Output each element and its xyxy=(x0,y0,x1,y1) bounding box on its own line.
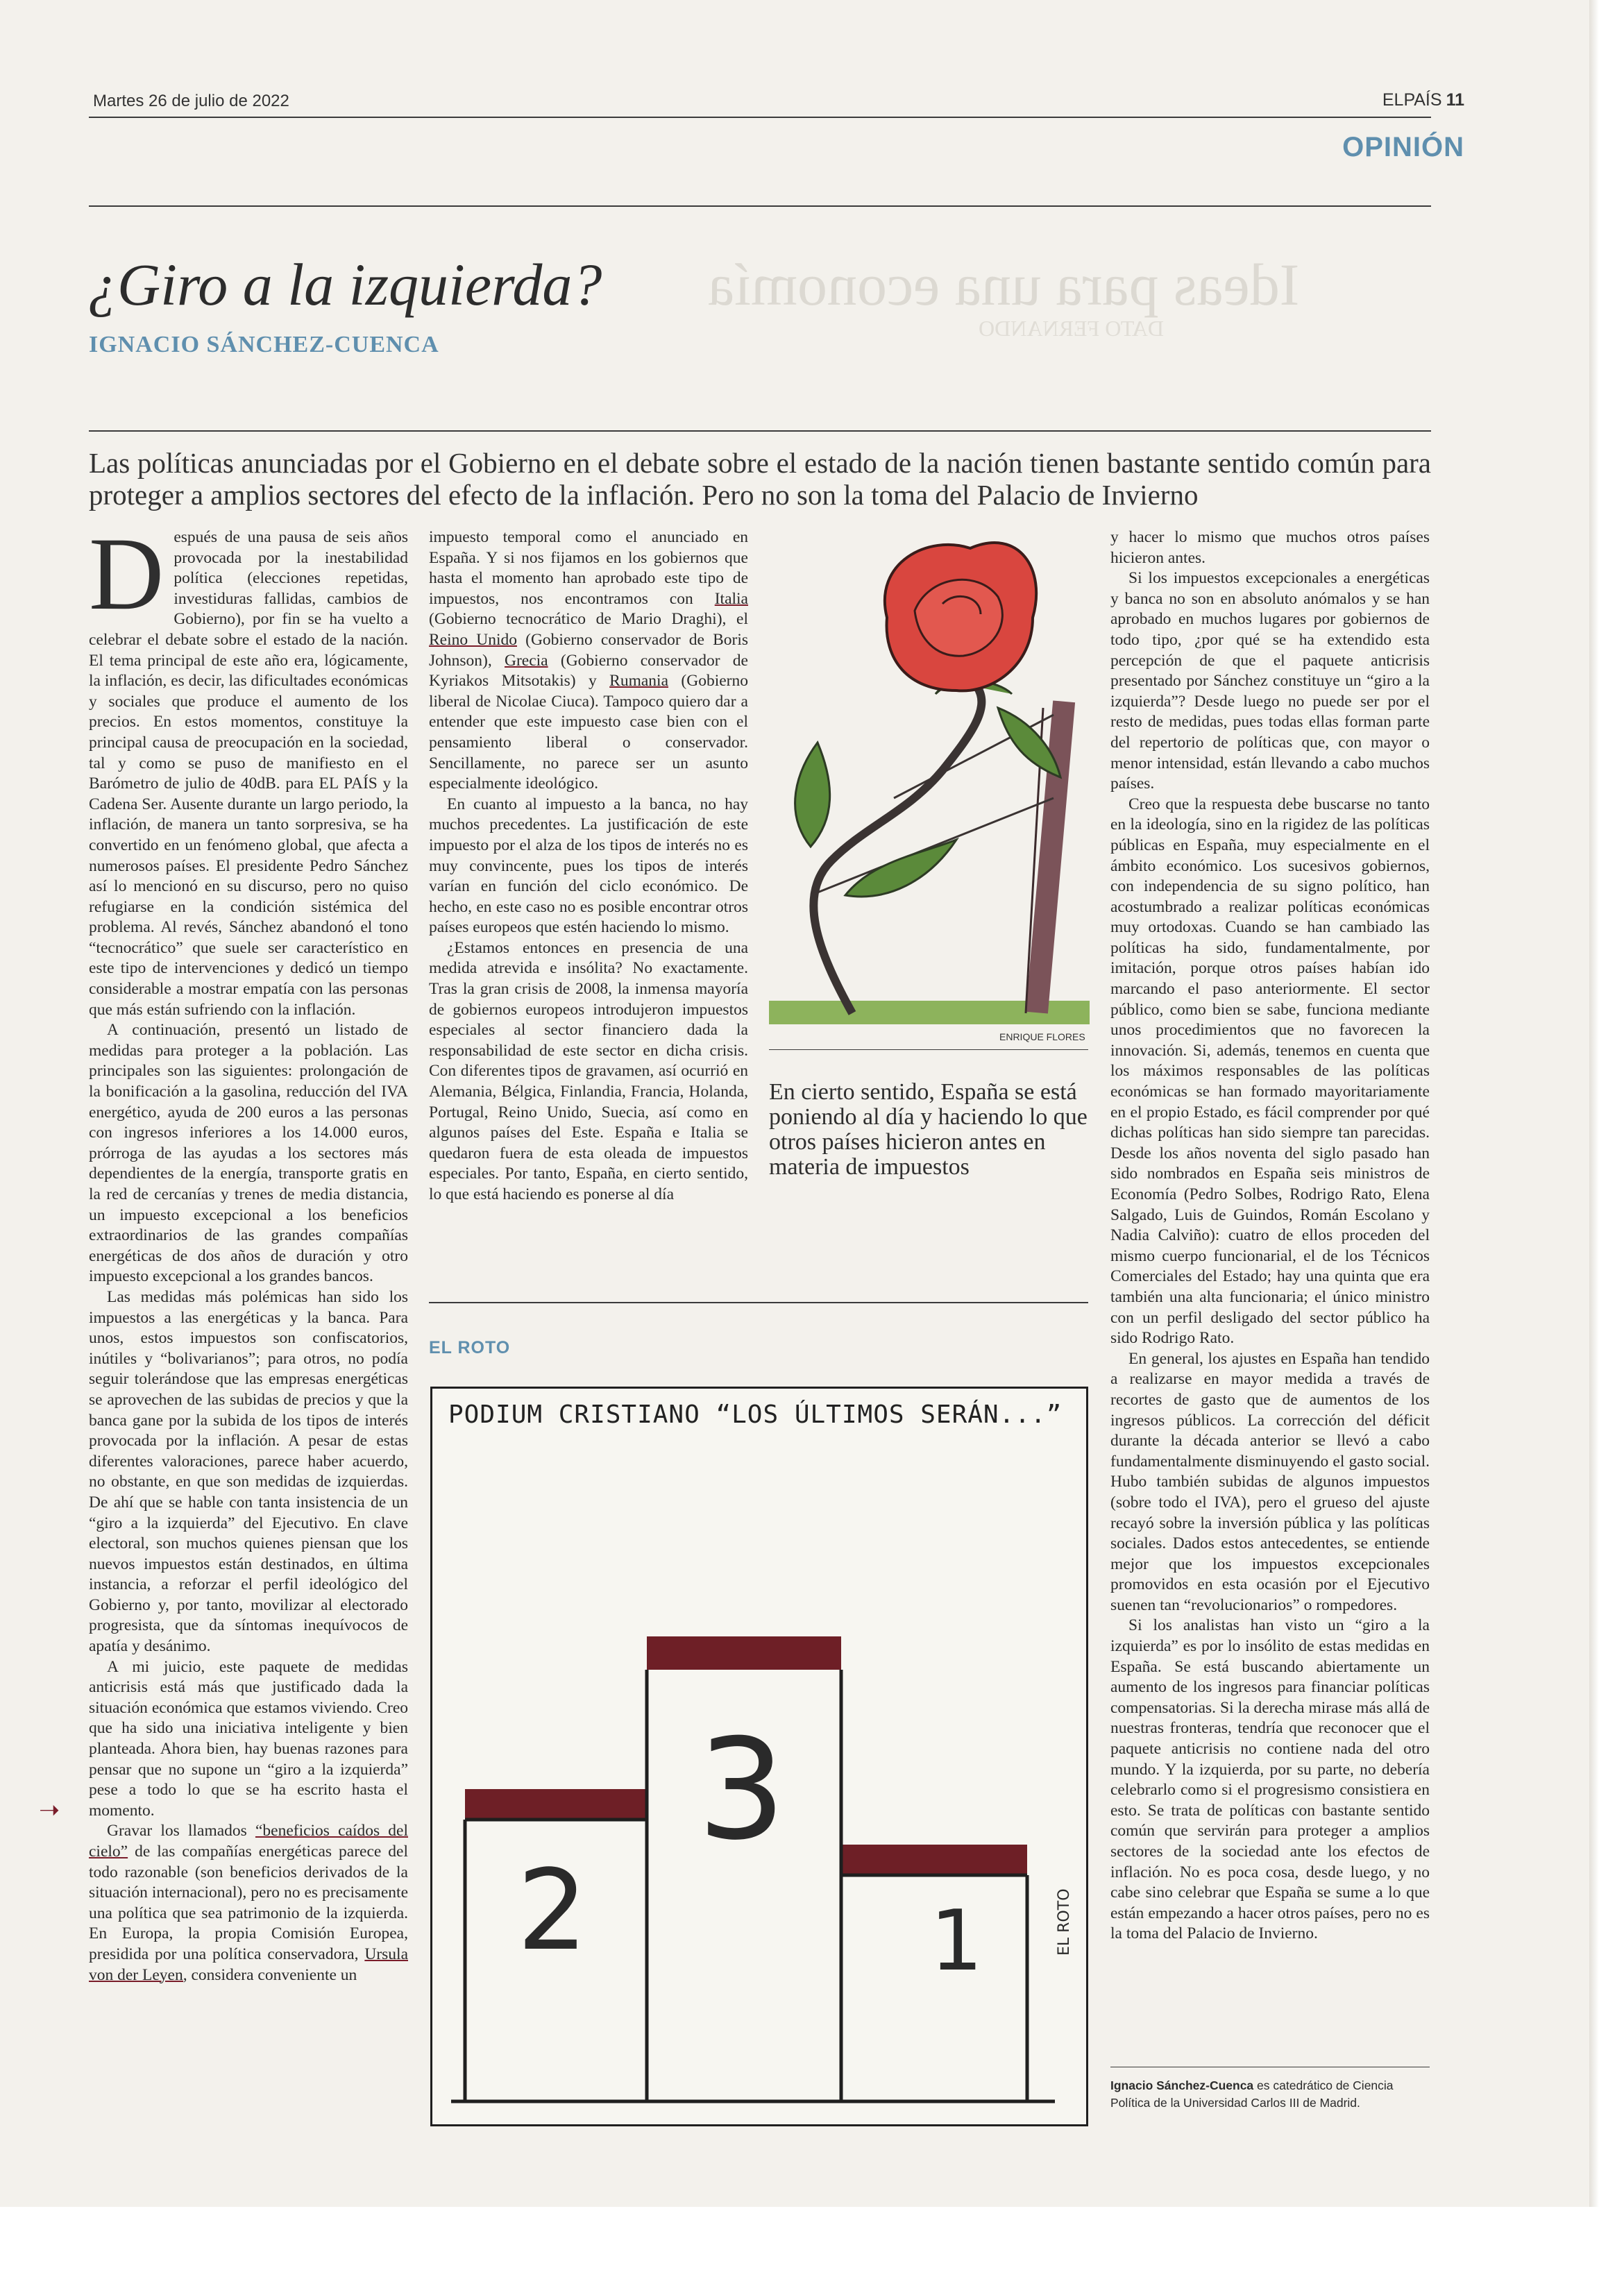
cartoonist-signature: EL ROTO xyxy=(1056,1888,1073,1956)
paragraph-text: (Gobierno liberal de Nicolae Ciuca). Tampoco quiero dar a entender que este impuesto case bien con el pensamiento liberal o conservador. Sencillamente, no parece ser un asunto especialmente ideológico. xyxy=(429,672,748,793)
column-1 xyxy=(89,516,408,1985)
paragraph-text: (Gobierno tecnocrático de Mario Draghi), el xyxy=(429,610,748,629)
paragraph xyxy=(89,1821,408,1985)
page-number: 11 xyxy=(1446,90,1464,110)
podium-top-center xyxy=(647,1636,841,1670)
paragraph-text: (Gobierno conservador de Boris Johnson), xyxy=(429,630,748,670)
rose-leaf xyxy=(845,840,956,897)
cartoon-caption: PODIUM CRISTIANO “LOS ÚLTIMOS SERÁN...” xyxy=(448,1400,1063,1429)
masthead-paper xyxy=(1382,90,1464,110)
standfirst-rule xyxy=(89,430,1431,432)
rose-leaf xyxy=(795,743,830,847)
show-through-text: Ideas para una economía xyxy=(708,251,1300,318)
credit-rule xyxy=(769,1049,1088,1050)
podium-top-left xyxy=(465,1789,647,1820)
cartoon-rule xyxy=(429,1302,1088,1303)
bio-text: es catedrático de Ciencia Política de la Universidad Carlos III de Madrid. xyxy=(1110,2078,1394,2110)
paragraph: Si los impuestos excepcionales a energéticas y banca no son en absoluto anómalos y se han aprobado en muchos lugares por gobiernos de todo tipo, ¿por qué se ha extendido esta percepción de que el paquete anticrisis presentado por Sánchez constituye un “giro a la izquierda”? Desde luego no puede ser por el resto de medidas, pues todas ellas forman parte del repertorio de políticas que, con mayor o menor intensidad, están llevando a cabo muchos países. xyxy=(1110,569,1430,793)
drop-cap: D xyxy=(89,516,164,632)
bio-name: Ignacio Sánchez-Cuenca xyxy=(1110,2078,1254,2092)
underlined-name: Ursula von der Leyen, xyxy=(89,1945,408,1984)
underlined-country: Rumania xyxy=(609,672,668,691)
page-date: Martes 26 de julio de 2022 xyxy=(93,92,289,110)
paragraph: A mi juicio, este paquete de medidas anticrisis está más que justificado dada la situación económica que estamos viviendo. Creo que ha sido una iniciativa inteligente y bien planteada. Ahora bien, hay buenas razones para pensar que no supone un “giro a la izquierda” pese a todo lo que se ha escrito hasta el momento. xyxy=(89,1657,408,1820)
paragraph: En general, los ajustes en España han tendido a realizarse en mayor medida a través de recortes de gasto que de aumentos de los ingresos públicos. La corrección del déficit durante la década anterior se llevó a cabo fundamentalmente disminuyendo el gasto social. Hubo también subidas de algunos impuestos (sobre todo el IVA), pero el grueso del ajuste recayó sobre la inversión pública y las políticas sociales. Dados estos antecedentes, se entiende mejor que los impuestos excepcionales promovidos en esta ocasión por el Ejecutivo suenen tan “revolucionarios” o rompedores. xyxy=(1110,1349,1430,1614)
podium-drawing xyxy=(430,1387,1088,2126)
rose-stem xyxy=(813,687,981,1013)
paragraph: y hacer lo mismo que muchos otros países hicieron antes. xyxy=(1110,528,1430,567)
section-rule xyxy=(89,205,1431,207)
podium-number-2: 2 xyxy=(517,1845,588,1975)
standfirst: Las políticas anunciadas por el Gobierno en el debate sobre el estado de la nación tienen bastante sentido común para proteger a amplios sectores del efecto de la inflación. Pero no son la toma del Palacio de Invierno xyxy=(89,447,1431,511)
paragraph-text: (Gobierno conservador de Kyriakos Mitsotakis) y xyxy=(429,651,748,691)
paragraph: A continuación, presentó un listado de medidas para proteger a la población. Las principales son las siguientes: prolongación de la bonificación a la gasolina, reducción del IVA energético, ayuda de 200 euros a las personas con ingresos inferiores a los 14.000 euros, prórroga de las ayudas a los sectores más dependientes de la energía, transporte gratis en la red de cercanías y trenes de media distancia, un impuesto excepcional a los beneficios extraordinarios de las grandes compañías energéticas de dos años de duración y otro impuesto excepcional a los grandes bancos. xyxy=(89,1021,408,1286)
underlined-country: Grecia xyxy=(505,651,548,670)
cartoon-kicker: EL ROTO xyxy=(429,1338,511,1357)
rose-illustration xyxy=(769,534,1090,1024)
paragraph-text: de las compañías energéticas parece del todo razonable (son beneficios derivados de la situación internacional), pero no es precisamente una política que sea patrimonio de la izquierda. En Europa, la propia Comisión Europea, presidida por una política conservadora, xyxy=(89,1843,408,1963)
handwritten-arrow-icon: ➝ xyxy=(39,1796,60,1824)
header-rule xyxy=(89,117,1431,118)
author-bio xyxy=(1110,2077,1430,2112)
headline: ¿Giro a la izquierda? xyxy=(87,251,602,318)
paragraph-text: Gravar los llamados xyxy=(107,1822,255,1840)
podium-top-right xyxy=(841,1845,1027,1875)
paragraph: ¿Estamos entonces en presencia de una medida atrevida e insólita? No exactamente. Tras la gran crisis de 2008, la inmensa mayoría de gobiernos europeos introdujeron impuestos especiales al sector financiero dada la responsabilidad de este sector en dicha crisis. Con diferentes tipos de gravamen, así ocurrió en Alemania, Bélgica, Finlandia, Francia, Holanda, Portugal, Reino Unido, Suecia, así como en algunos países del Este. España e Italia se quedaron fuera de esta oleada de impuestos especiales. Por tanto, España, en cierto sentido, lo que está haciendo es ponerse al día xyxy=(429,938,748,1203)
paper-name: ELPAÍS xyxy=(1382,90,1442,110)
column-3 xyxy=(1110,527,1430,1945)
paragraph xyxy=(429,527,748,795)
show-through-subtext: DATO FERNANDO xyxy=(979,316,1164,341)
podium-number-3: 3 xyxy=(697,1709,786,1871)
author-byline: IGNACIO SÁNCHEZ-CUENCA xyxy=(89,332,439,357)
podium-number-1: 1 xyxy=(930,1893,983,1990)
illustration-credit: ENRIQUE FLORES xyxy=(999,1031,1085,1042)
paragraph: Las medidas más polémicas han sido los impuestos a las energéticas y la banca. Para unos, estos impuestos son confiscatorios, inútiles y “bolivarianos”; para otros, no podía seguir tolerándose que las empresas energéticas se aprovechen de las subidas de precios y que la banca gane por la subida de los tipos de interés provocada por la inflación. A pesar de estas diferentes valoraciones, parece haber acuerdo, no obstante, en que son medidas de izquierdas. De ahí que se hable con tanta insistencia de un “giro a la izquierda” del Ejecutivo. En clave electoral, son muchos quienes piensan que los nuevos impuestos están destinados, en última instancia, a reforzar el perfil ideológico del Gobierno y, por tanto, movilizar al electorado progresista, que da síntomas inequívocos de apatía y desánimo. xyxy=(89,1287,408,1656)
paragraph: Creo que la respuesta debe buscarse no tanto en la ideología, sino en la rigidez de las políticas públicas en España, muy especialmente en el ámbito económico. Los sucesivos gobiernos, con independencia de su signo político, han acostumbrado a realizar políticas económicas muy ortodoxas. Cuando se han cambiado las políticas ha sido, fundamentalmente, por imitación, porque otros países habían ido marcando el paso anteriormente. El sector público, como bien se sabe, funciona mediante unos procedimientos que no favorecen la innovación. Si, además, tenemos en cuenta que los máximos responsables de las políticas económicas se han formado mayoritariamente en el propio Estado, es fácil comprender por qué dichas políticas han sido siempre tan parecidas. Desde los años noventa del siglo pasado han sido nombrados en España seis ministros de Economía (Pedro Solbes, Rodrigo Rato, Elena Salgado, Luis de Guindos, Román Escolano y Nadia Calviño): cuatro de ellos proceden del mismo cuerpo funcionarial, el de los Técnicos Comerciales del Estado; hay una quinta que era también una alta funcionaria; el único ministro con un perfil desligado del sector público ha sido Rodrigo Rato. xyxy=(1110,795,1430,1348)
paragraph: En cuanto al impuesto a la banca, no hay muchos precedentes. La justificación de este impuesto por el alza de los tipos de interés no es muy convincente, pues los tipos de interés varían en función del ciclo económico. De hecho, en este caso no es posible encontrar otros países europeos que estén haciendo lo mismo. xyxy=(429,795,748,937)
underlined-phrase: “beneficios caídos del cielo” xyxy=(89,1822,408,1861)
column-2 xyxy=(429,527,748,1205)
paragraph-text: impuesto temporal como el anunciado en España. Y si nos fijamos en los gobiernos que hasta el momento han aprobado este tipo de impuestos, nos encontramos con xyxy=(429,528,748,608)
pull-quote: En cierto sentido, España se está poniendo al día y haciendo lo que otros países hicieron antes en materia de impuestos xyxy=(769,1079,1088,1180)
paragraph xyxy=(89,516,408,1020)
section-label: OPINIÓN xyxy=(1342,132,1464,162)
paragraph-text: espués de una pausa de seis años provocada por la inestabilidad política (elecciones repetidas, investiduras fallidas, cambios de Gobierno), por fin se ha vuelto a celebrar el debate sobre el estado de la nación. El tema principal de este año era, lógicamente, la inflación, es decir, las dificultades económicas y sociales que produce el aumento de los precios. En estos momentos, constituye la principal causa de preocupación en la sociedad, tal y como se puso de manifiesto en el Barómetro de julio de 40dB. para EL PAÍS y la Cadena Ser. Ausente durante un largo periodo, la inflación, de manera un tanto sorpresiva, se ha convertido en un fenómeno global, que afecta a numerosos países. El presidente Pedro Sánchez así lo mencionó en su discurso, pero no quiso refugiarse en la condición sistémica del problema. Al revés, Sánchez abandonó el tono “tecnocrático” que suele ser característico en este tipo de intervenciones y dedicó un tiempo considerable a mostrar empatía con las personas que más están sufriendo con la inflación. xyxy=(89,528,408,1019)
paragraph: Si los analistas han visto un “giro a la izquierda” es por lo insólito de estas medidas en España. Se está buscando abiertamente un aumento de los ingresos para financiar políticas compensatorias. Si la derecha mirase más allá de nuestras fronteras, tendría que reconocer que el paquete anticrisis no contiene nada del otro mundo. Y la izquierda, por su parte, no debería celebrarlo como si el progresismo consistiera en esto. Se trata de políticas con bastante sentido común que servirán para proteger a amplios sectores de la sociedad ante los efectos de inflación. No es poca cosa, desde luego, y no cabe sino celebrar que España se sume a lo que están empezando a hacer otros países, pero no es la toma del Palacio de Invierno. xyxy=(1110,1616,1430,1943)
paragraph-text: considera conveniente un xyxy=(187,1965,357,1984)
page-edge xyxy=(1589,0,1599,2207)
underlined-country: Italia xyxy=(714,589,748,608)
underlined-country: Reino Unido xyxy=(429,630,517,649)
